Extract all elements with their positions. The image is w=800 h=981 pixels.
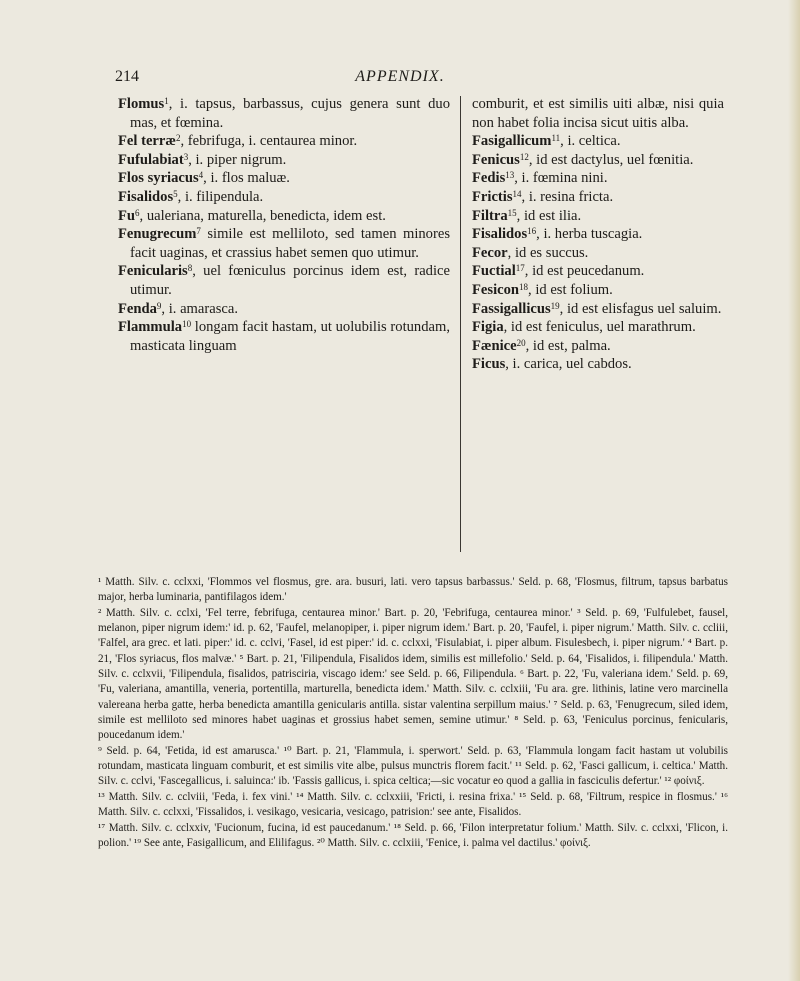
glossary-entry xyxy=(472,169,724,188)
glossary-entry xyxy=(118,132,450,151)
footnote-ref: 7 xyxy=(196,226,201,237)
glossary-entry xyxy=(118,318,450,355)
entry-gloss: , id es succus. xyxy=(507,244,589,261)
entry-headword: Fisalidos xyxy=(118,188,174,205)
entry-gloss: , id est folium. xyxy=(528,281,613,298)
glossary-entry xyxy=(118,169,450,188)
entry-headword: Fel terræ xyxy=(118,133,176,150)
footnote-ref: 9 xyxy=(156,300,162,311)
entry-headword: Frictis xyxy=(472,188,513,205)
footnote-ref: 5 xyxy=(173,188,178,199)
glossary-entry xyxy=(472,151,724,170)
footnote-ref: 6 xyxy=(135,207,140,218)
entry-gloss: , id est dactylus, uel fœnitia. xyxy=(528,151,694,168)
page-number: 214 xyxy=(115,68,139,85)
entry-gloss: , i. celtica. xyxy=(560,133,621,150)
footnote-ref: 12 xyxy=(519,151,529,162)
glossary-entry xyxy=(118,188,450,207)
footnotes xyxy=(98,575,728,851)
entry-headword: Fenicularis xyxy=(118,263,188,280)
glossary-entry xyxy=(472,355,724,374)
entry-gloss: , id est peucedanum. xyxy=(524,263,645,280)
entry-gloss: , id est feniculus, uel marathrum. xyxy=(503,319,696,336)
glossary-entry xyxy=(118,225,450,262)
footnote-paragraph: ² Matth. Silv. c. cclxi, 'Fel terre, febrifuga, centaurea minor.' Bart. p. 20, 'Febrifuga, centaurea minor.' ³ Seld. p. 69, 'Fulfulebet, fausel, melanon, piper nigrum idem:' id. p. 62, 'Faufel, melanopiper, i. piper nigrum idem.' Bart. p. 20, 'Faufel, i. piper nigrum.' Matth. Silv. c. ccliii, 'Falfel, ara grec. et lati. piper:' id. c. cclvi, 'Fasel, id est piper:' id. c. cclxxi, 'Fisulabiat, i. piper album. Fisulesbech, i. piper nigrum.' ⁴ Bart. p. 21, 'Flos syriacus, flos malvæ.' ⁵ Bart. p. 21, 'Filipendula, Fisalidos idem, similis est millefolio.' Seld. p. 64, 'Fisalidos, i. filipendula.' Matth. Silv. c. cclxvii, 'Filipendula, fisalidos, patrisciria, viscago idem:' see Seld. p. 66, Filipendula. ⁶ Bart. p. 22, 'Fu, valeriana idem.' Seld. p. 69, 'Fu, valeriana, amantilla, veneria, portentilla, marturella, benedicta idem.' Matth. Silv. c. cclxiii, 'Fu ara. gre. lithinis, latine vero marcinella valereana herba gatte, herba benedicta amantilla genicularis antilla. sistar valentina serpillum maius.' ⁷ Seld. p. 63, 'Fenugrecum, siled idem, simile est melliloto sed minores habet uaginas et grossius habet semen, semine utimur.' ⁸ Seld. p. 63, 'Feniculus porcinus, fenicularis, poucedanum idem.' xyxy=(98,606,728,742)
footnote-ref: 2 xyxy=(175,133,181,144)
footnote-ref: 11 xyxy=(551,133,561,144)
footnote-paragraph: ¹³ Matth. Silv. c. cclviii, 'Feda, i. fex vini.' ¹⁴ Matth. Silv. c. cclxxiii, 'Fricti, i. resina frixa.' ¹⁵ Seld. p. 68, 'Filtrum, respice in flosmus.' ¹⁶ Matth. Silv. c. cclxxi, 'Fissalidos, i. vesikago, vesicaria, vesicago, patrision:' see ante, Fisalidos. xyxy=(98,790,728,819)
footnote-ref: 13 xyxy=(505,170,515,181)
glossary-entry xyxy=(472,95,724,132)
entry-headword: Fænice xyxy=(472,337,517,354)
footnote-ref: 10 xyxy=(182,319,192,330)
glossary-entry xyxy=(472,132,724,151)
entry-gloss: longam facit hastam, ut uolubilis rotundam, masticata linguam xyxy=(130,319,450,354)
page-header xyxy=(0,68,800,90)
entry-gloss: , id est, palma. xyxy=(525,337,611,354)
entry-headword: Flos syriacus xyxy=(118,170,199,187)
glossary-entry xyxy=(472,300,724,319)
column-divider xyxy=(460,96,461,552)
entry-gloss: comburit, et est similis uiti albæ, nisi quia non habet folia incisa sicut uitis alba. xyxy=(472,96,724,131)
glossary-entry xyxy=(118,300,450,319)
entry-gloss: , febrifuga, i. centaurea minor. xyxy=(180,133,358,150)
entry-headword: Fesicon xyxy=(472,281,520,298)
entry-headword: Flomus xyxy=(118,96,165,112)
glossary-entry xyxy=(472,207,724,226)
glossary-entry xyxy=(472,188,724,207)
entry-headword: Ficus xyxy=(472,356,506,373)
entry-headword: Fufulabiat xyxy=(118,151,184,168)
glossary-entry xyxy=(118,207,450,226)
footnote-ref: 19 xyxy=(550,300,560,311)
entry-gloss: , i. piper nigrum. xyxy=(188,151,287,168)
footnote-ref: 3 xyxy=(183,151,189,162)
entry-gloss: , i. flos maluæ. xyxy=(203,170,290,187)
entry-headword: Fenda xyxy=(118,300,157,317)
entry-gloss: , i. herba tuscagia. xyxy=(536,226,643,243)
footnote-ref: 1 xyxy=(164,96,169,106)
entry-headword: Flammula xyxy=(118,319,183,336)
glossary-entry xyxy=(472,337,724,356)
footnote-ref: 14 xyxy=(512,188,522,199)
glossary-entry xyxy=(472,262,724,281)
entry-headword: Fasigallicum xyxy=(472,133,552,150)
entry-headword: Fassigallicus xyxy=(472,300,551,317)
entry-headword: Fecor xyxy=(472,244,508,261)
footnote-ref: 17 xyxy=(515,263,525,274)
glossary-entry xyxy=(472,318,724,337)
right-column xyxy=(472,95,724,374)
entry-gloss: , i. tapsus, barbassus, cujus genera sunt duo mas, et fœmina. xyxy=(130,96,450,131)
entry-gloss: , i. resina fricta. xyxy=(521,188,614,205)
entry-gloss: , i. carica, uel cabdos. xyxy=(505,356,632,373)
page-edge xyxy=(788,0,800,981)
entry-headword: Fenicus xyxy=(472,151,520,168)
entry-headword: Fedis xyxy=(472,170,506,187)
entry-gloss: , ualeriana, maturella, benedicta, idem est. xyxy=(139,207,386,224)
footnote-paragraph: ⁹ Seld. p. 64, 'Fetida, id est amarusca.' ¹⁰ Bart. p. 21, 'Flammula, i. sperwort.' Seld. p. 63, 'Flammula longam facit hastam ut volubilis rotundam, masticata linguam comburit, et est similis vite albe, pulsus munctris florem facit.' ¹¹ Seld. p. 62, 'Fasci gallicum, i. celtica.' Matth. Silv. c. cclvi, 'Fascegallicus, i. saluinca:' ib. 'Fassis gallicus, i. spica celtica;—sic vocatur eo quod a gallia in fasciculis defertur.' ¹² φοίνιξ. xyxy=(98,744,728,788)
left-column xyxy=(118,95,450,355)
running-title: APPENDIX. xyxy=(355,68,445,85)
entry-headword: Fenugrecum xyxy=(118,226,197,243)
entry-headword: Figia xyxy=(472,319,504,336)
entry-gloss: , uel fœniculus porcinus idem est, radice utimur. xyxy=(130,263,450,298)
footnote-ref: 15 xyxy=(507,207,517,218)
entry-gloss: simile est melliloto, sed tamen minores facit uaginas, et crassius habet semen quo utimur. xyxy=(130,226,450,261)
entry-gloss: , id est elisfagus uel saluim. xyxy=(559,300,722,317)
glossary-entry xyxy=(118,95,450,132)
footnote-ref: 18 xyxy=(519,281,529,292)
entry-gloss: , id est ilia. xyxy=(516,207,582,224)
entry-headword: Fu xyxy=(118,207,136,224)
footnote-ref: 4 xyxy=(198,170,204,181)
entry-headword: Fisalidos xyxy=(472,226,528,243)
glossary-entry xyxy=(472,281,724,300)
entry-gloss: , i. amarasca. xyxy=(161,300,238,317)
entry-gloss: , i. filipendula. xyxy=(177,188,264,205)
glossary-entry xyxy=(472,225,724,244)
footnote-ref: 20 xyxy=(516,337,526,348)
footnote-paragraph: ¹ Matth. Silv. c. cclxxi, 'Flommos vel flosmus, gre. ara. busuri, lati. vero tapsus barbassus.' Seld. p. 68, 'Flosmus, filtrum, tapsus barbatus major, herba luminaria, pantifilagos idem.' xyxy=(98,576,728,604)
footnote-ref: 16 xyxy=(527,226,537,237)
footnote-ref: 8 xyxy=(187,263,193,274)
glossary-entry xyxy=(118,151,450,170)
entry-headword: Filtra xyxy=(472,207,508,224)
entry-headword: Fuctial xyxy=(472,263,516,280)
glossary-entry xyxy=(118,262,450,299)
entry-gloss: , i. fœmina nini. xyxy=(514,170,608,187)
glossary-entry xyxy=(472,244,724,263)
footnote-paragraph: ¹⁷ Matth. Silv. c. cclxxiv, 'Fucionum, fucina, id est paucedanum.' ¹⁸ Seld. p. 66, 'Filon interpretatur folium.' Matth. Silv. c. cclxxi, 'Flicon, i. polion.' ¹⁹ See ante, Fasigallicum, and Elilifagus. ²⁰ Matth. Silv. c. cclxiii, 'Fenice, i. palma vel dactilus.' φοίνιξ. xyxy=(98,821,728,849)
